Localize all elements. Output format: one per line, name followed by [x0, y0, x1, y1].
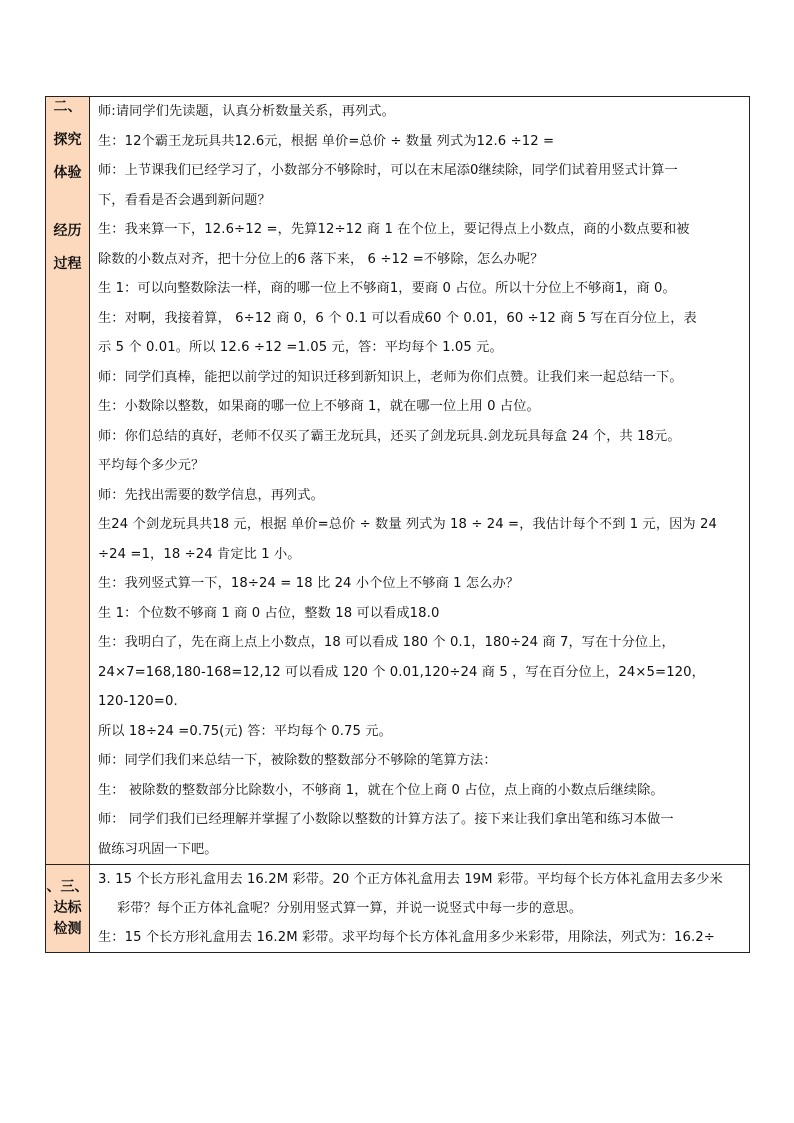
- dialogue-line: 除数的小数点对齐，把十分位上的6 落下来， 6 ÷12 =不够除，怎么办呢？: [98, 251, 544, 267]
- dialogue-line: 师：你们总结的真好，老师不仅买了霸王龙玩具，还买了剑龙玩具.剑龙玩具每盒 24 个，共 18元。: [98, 428, 681, 444]
- dialogue-line: 示 5 个 0.01。所以 12.6 ÷12 =1.05 元，答：平均每个 1.05 元。: [98, 340, 503, 355]
- dialogue-line: 生 1：个位数不够商 1 商 0 占位，整数 18 可以看成18.0: [98, 605, 440, 621]
- section-explore-content: [90, 97, 750, 865]
- dialogue-line: 生24 个剑龙玩具共18 元，根据 单价=总价 ÷ 数量 列式为 18 ÷ 24 =，我估计每个不到 1 元，因为 24: [98, 517, 717, 532]
- section-explore-row: [46, 97, 750, 865]
- dialogue-line: 做练习巩固一下吧。: [98, 841, 218, 857]
- section-test-label: [46, 865, 90, 953]
- dialogue-line: 师：先找出需要的数学信息，再列式。: [98, 487, 324, 503]
- section-test-content: [90, 865, 750, 953]
- dialogue-line: 师:请同学们先读题，认真分析数量关系，再列式。: [98, 104, 395, 119]
- dialogue-line: 所以 18÷24 =0.75(元) 答：平均每个 0.75 元。: [98, 723, 392, 739]
- dialogue-line: 生：我来算一下，12.6÷12 =，先算12÷12 商 1 在个位上，要记得点上小数点，商的小数点要和被: [98, 222, 690, 237]
- dialogue-line: 生：小数除以整数，如果商的哪一位上不够商 1，就在哪一位上用 0 占位。: [98, 399, 540, 414]
- section-label-line: 过程: [53, 256, 82, 272]
- section-test-row: [46, 865, 750, 953]
- section-label-line: 、三、: [46, 879, 89, 895]
- section-explore-label: [46, 97, 90, 865]
- section-label-line: 探究: [53, 132, 82, 148]
- dialogue-line: 24×7=168,180-168=12,12 可以看成 120 个 0.01,120÷24 商 5 ，写在百分位上，24×5=120，: [98, 664, 705, 680]
- section-label-line: 检测: [53, 921, 82, 937]
- dialogue-line: 师：上节课我们已经学习了，小数部分不够除时，可以在末尾添0继续除，同学们试着用竖式计算一: [98, 163, 678, 178]
- exercise-line: 生：15 个长方形礼盒用去 16.2M 彩带。求平均每个长方体礼盒用多少米彩带，用除法，列式为：16.2÷: [98, 930, 715, 945]
- dialogue-line: 生：我明白了，先在商上点上小数点，18 可以看成 180 个 0.1，180÷24 商 7，写在十分位上，: [98, 635, 675, 650]
- section-label-line: 体验: [53, 165, 82, 181]
- section-label-line: 经历: [53, 223, 82, 239]
- dialogue-line: 师：同学们我们来总结一下，被除数的整数部分不够除的笔算方法：: [98, 753, 497, 768]
- dialogue-line: 生：对啊，我接着算， 6÷12 商 0，6 个 0.1 可以看成60 个 0.01，60 ÷12 商 5 写在百分位上，表: [98, 310, 697, 326]
- dialogue-line: 生： 被除数的整数部分比除数小，不够商 1，就在个位上商 0 占位，点上商的小数点后继续除。: [98, 782, 664, 798]
- dialogue-line: 生 1：可以向整数除法一样，商的哪一位上不够商1，要商 0 占位。所以十分位上不够商1，商 0。: [98, 281, 676, 296]
- dialogue-line: 师：同学们真棒，能把以前学过的知识迁移到新知识上，老师为你们点赞。让我们来一起总结一下。: [98, 369, 683, 385]
- dialogue-line: 下，看看是否会遇到新问题？: [98, 192, 271, 208]
- dialogue-line: 120-120=0.: [98, 694, 178, 709]
- dialogue-line: 平均每个多少元？: [98, 458, 205, 473]
- lesson-plan-table: [45, 96, 750, 953]
- section-label-line: 达标: [53, 900, 82, 916]
- exercise-line: 3. 15 个长方形礼盒用去 16.2M 彩带。20 个正方体礼盒用去 19M 彩带。平均每个长方体礼盒用去多少米: [98, 872, 723, 887]
- dialogue-line: ÷24 =1，18 ÷24 肯定比 1 小。: [98, 546, 301, 562]
- section-label-line: 二、: [53, 99, 82, 115]
- dialogue-line: 生：12个霸王龙玩具共12.6元，根据 单价=总价 ÷ 数量 列式为12.6 ÷12 =: [98, 133, 555, 149]
- dialogue-line: 师： 同学们我们已经理解并掌握了小数除以整数的计算方法了。接下来让我们拿出笔和练习本做一: [98, 812, 674, 827]
- dialogue-line: 生：我列竖式算一下，18÷24 = 18 比 24 小个位上不够商 1 怎么办？: [98, 576, 520, 591]
- exercise-line: 彩带？每个正方体礼盒呢？分别用竖式算一算，并说一说竖式中每一步的意思。: [117, 901, 583, 916]
